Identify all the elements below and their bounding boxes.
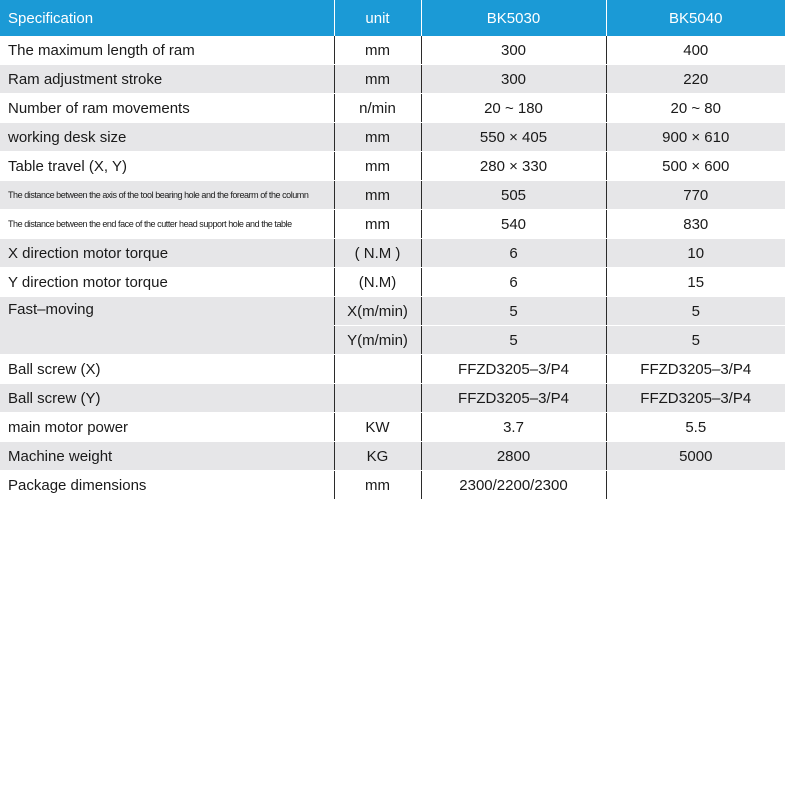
value-bk5040: 900 × 610 [606, 123, 785, 152]
header-model-bk5040: BK5040 [606, 0, 785, 36]
value-bk5030: 2800 [421, 442, 606, 471]
spec-name: Ball screw (Y) [0, 384, 334, 413]
spec-unit: X(m/min) [334, 297, 421, 326]
table-row [0, 413, 785, 442]
value-bk5030: 505 [421, 181, 606, 210]
header-model-bk5030: BK5030 [421, 0, 606, 36]
spec-name: main motor power [0, 413, 334, 442]
spec-unit: (N.M) [334, 268, 421, 297]
spec-name: Ball screw (X) [0, 355, 334, 384]
value-bk5030: 5 [421, 297, 606, 326]
spec-unit: mm [334, 65, 421, 94]
spec-unit: mm [334, 36, 421, 65]
spec-unit: mm [334, 123, 421, 152]
value-bk5030: 550 × 405 [421, 123, 606, 152]
table-row [0, 36, 785, 65]
spec-name: The distance between the axis of the tool bearing hole and the forearm of the column [0, 181, 334, 210]
table-body [0, 36, 785, 499]
spec-name: Machine weight [0, 442, 334, 471]
spec-name: Fast–moving [0, 297, 334, 355]
spec-unit: KG [334, 442, 421, 471]
value-bk5030: 540 [421, 210, 606, 239]
table-row [0, 384, 785, 413]
value-bk5030: 300 [421, 65, 606, 94]
value-bk5030: FFZD3205–3/P4 [421, 384, 606, 413]
spec-unit [334, 355, 421, 384]
value-bk5040: 5000 [606, 442, 785, 471]
value-bk5030: 280 × 330 [421, 152, 606, 181]
value-bk5040: 770 [606, 181, 785, 210]
spec-unit: mm [334, 152, 421, 181]
value-bk5030: 5 [421, 326, 606, 355]
table-row [0, 297, 785, 326]
table-row [0, 442, 785, 471]
spec-unit [334, 384, 421, 413]
value-bk5040 [606, 471, 785, 500]
table-row [0, 239, 785, 268]
spec-name: The distance between the end face of the cutter head support hole and the table [0, 210, 334, 239]
table-row [0, 471, 785, 500]
value-bk5030: 6 [421, 268, 606, 297]
value-bk5040: 220 [606, 65, 785, 94]
value-bk5040: 400 [606, 36, 785, 65]
value-bk5040: 20 ~ 80 [606, 94, 785, 123]
spec-unit: mm [334, 210, 421, 239]
value-bk5030: FFZD3205–3/P4 [421, 355, 606, 384]
table-row [0, 94, 785, 123]
value-bk5040: 5 [606, 297, 785, 326]
table-row [0, 152, 785, 181]
spec-name: The maximum length of ram [0, 36, 334, 65]
table-row [0, 65, 785, 94]
value-bk5040: 10 [606, 239, 785, 268]
value-bk5040: 830 [606, 210, 785, 239]
value-bk5040: 15 [606, 268, 785, 297]
header-row [0, 0, 785, 36]
value-bk5030: 6 [421, 239, 606, 268]
value-bk5040: FFZD3205–3/P4 [606, 384, 785, 413]
value-bk5030: 2300/2200/2300 [421, 471, 606, 500]
spec-name: X direction motor torque [0, 239, 334, 268]
table-row [0, 210, 785, 239]
value-bk5040: FFZD3205–3/P4 [606, 355, 785, 384]
spec-unit: KW [334, 413, 421, 442]
value-bk5040: 5 [606, 326, 785, 355]
value-bk5040: 500 × 600 [606, 152, 785, 181]
header-unit: unit [334, 0, 421, 36]
spec-unit: ( N.M ) [334, 239, 421, 268]
spec-unit: Y(m/min) [334, 326, 421, 355]
table-row [0, 268, 785, 297]
spec-name: Table travel (X, Y) [0, 152, 334, 181]
spec-name: Ram adjustment stroke [0, 65, 334, 94]
spec-unit: n/min [334, 94, 421, 123]
header-specification: Specification [0, 0, 334, 36]
value-bk5030: 20 ~ 180 [421, 94, 606, 123]
spec-name: working desk size [0, 123, 334, 152]
value-bk5030: 3.7 [421, 413, 606, 442]
table-header [0, 0, 785, 36]
table-row [0, 123, 785, 152]
spec-name: Package dimensions [8, 476, 147, 494]
table-row [0, 181, 785, 210]
spec-unit: mm [334, 471, 421, 500]
value-bk5030: 300 [421, 36, 606, 65]
value-bk5040: 5.5 [606, 413, 785, 442]
spec-name: Y direction motor torque [0, 268, 334, 297]
spec-name: Number of ram movements [0, 94, 334, 123]
spec-unit: mm [334, 181, 421, 210]
table-row [0, 355, 785, 384]
